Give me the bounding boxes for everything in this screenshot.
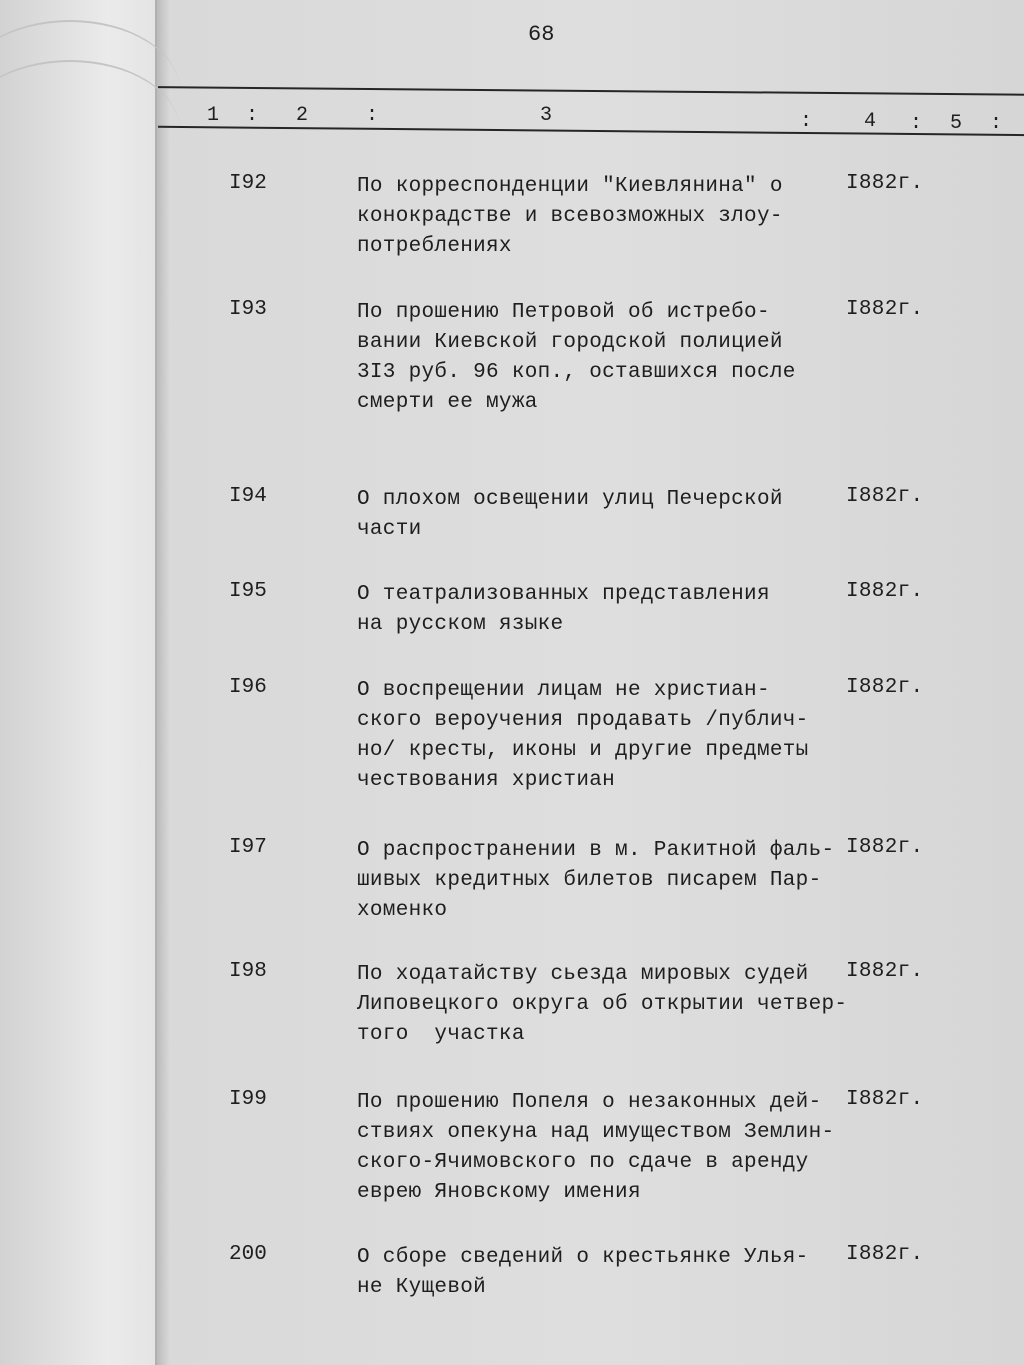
page-number: 68 bbox=[528, 22, 555, 47]
description-line: еврею Яновскому имения bbox=[357, 1181, 641, 1204]
entry-number: I93 bbox=[229, 298, 267, 321]
entry-number: I99 bbox=[229, 1088, 267, 1111]
entry-year: I882г. bbox=[846, 676, 924, 699]
description-line: потреблениях bbox=[357, 235, 512, 258]
description-line: О плохом освещении улиц Печерской bbox=[357, 488, 783, 511]
description-line: О сборе сведений о крестьянке Улья- bbox=[357, 1246, 809, 1269]
description-line: 3I3 руб. 96 коп., оставшихся после bbox=[357, 361, 796, 384]
entry-number: I95 bbox=[229, 580, 267, 603]
description-line: ствиях опекуна над имуществом Землин- bbox=[357, 1121, 835, 1144]
entry-year: I882г. bbox=[846, 836, 924, 859]
description-line: на русском языке bbox=[357, 613, 564, 636]
entry-description bbox=[357, 298, 839, 418]
entry-number: I97 bbox=[229, 836, 267, 859]
entry-description bbox=[357, 1243, 839, 1303]
column-separator: : bbox=[990, 112, 1003, 135]
entry-number: I98 bbox=[229, 960, 267, 983]
entry-description bbox=[357, 172, 839, 262]
entry-description bbox=[357, 836, 839, 926]
description-line: чествования христиан bbox=[357, 769, 616, 792]
column-separator: : bbox=[366, 104, 379, 127]
adjacent-page bbox=[0, 0, 157, 1365]
column-separator: : bbox=[910, 112, 923, 135]
description-line: ского вероучения продавать /публич- bbox=[357, 709, 809, 732]
description-line: вании Киевской городской полицией bbox=[357, 331, 783, 354]
entry-description bbox=[357, 960, 848, 1050]
entry-year: I882г. bbox=[846, 1088, 924, 1111]
description-line: хоменко bbox=[357, 899, 448, 922]
description-line: О распространении в м. Ракитной фаль- bbox=[357, 839, 835, 862]
entry-year: I882г. bbox=[846, 298, 924, 321]
description-line: По корреспонденции "Киевлянина" о bbox=[357, 175, 783, 198]
description-line: По ходатайству сьезда мировых судей bbox=[357, 963, 809, 986]
header-rule-top bbox=[158, 86, 1024, 96]
description-line: По прошению Попеля о незаконных дей- bbox=[357, 1091, 822, 1114]
entry-year: I882г. bbox=[846, 485, 924, 508]
column-label: 2 bbox=[296, 104, 309, 127]
column-label: 1 bbox=[207, 104, 220, 127]
description-line: смерти ее мужа bbox=[357, 391, 538, 414]
column-label: 5 bbox=[950, 112, 963, 135]
entry-year: I882г. bbox=[846, 172, 924, 195]
description-line: не Кущевой bbox=[357, 1276, 487, 1299]
description-line: О театрализованных представления bbox=[357, 583, 770, 606]
description-line: О воспрещении лицам не христиан- bbox=[357, 679, 770, 702]
description-line: Липовецкого округа об открытии четвер- bbox=[357, 993, 848, 1016]
entry-number: 200 bbox=[229, 1243, 267, 1266]
description-line: конокрадстве и всевозможных злоу- bbox=[357, 205, 783, 228]
entry-number: I94 bbox=[229, 485, 267, 508]
entry-year: I882г. bbox=[846, 1243, 924, 1266]
entry-description bbox=[357, 1088, 839, 1208]
entry-year: I882г. bbox=[846, 960, 924, 983]
description-line: того участка bbox=[357, 1023, 525, 1046]
entry-description bbox=[357, 485, 839, 545]
entry-description bbox=[357, 580, 839, 640]
description-line: ского-Ячимовского по сдаче в аренду bbox=[357, 1151, 809, 1174]
column-separator: : bbox=[800, 110, 813, 133]
description-line: шивых кредитных билетов писарем Пар- bbox=[357, 869, 822, 892]
column-separator: : bbox=[246, 104, 259, 127]
description-line: По прошению Петровой об истребо- bbox=[357, 301, 770, 324]
column-label: 3 bbox=[540, 104, 553, 127]
entry-number: I92 bbox=[229, 172, 267, 195]
entry-number: I96 bbox=[229, 676, 267, 699]
column-label: 4 bbox=[864, 110, 877, 133]
description-line: но/ кресты, иконы и другие предметы bbox=[357, 739, 809, 762]
entry-year: I882г. bbox=[846, 580, 924, 603]
description-line: части bbox=[357, 518, 422, 541]
entry-description bbox=[357, 676, 839, 796]
header-rule-bottom bbox=[158, 126, 1024, 136]
